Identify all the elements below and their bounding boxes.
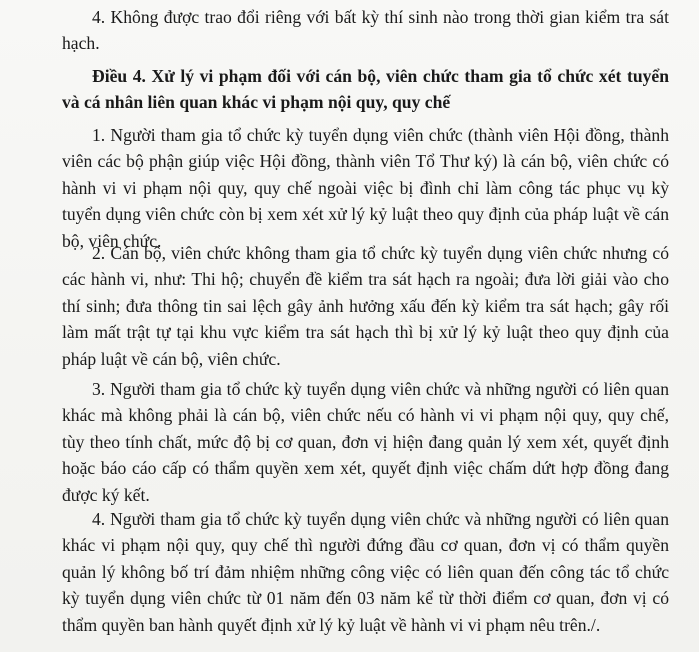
article-4-heading: Điều 4. Xử lý vi phạm đối với cán bộ, viên chức tham gia tổ chức xét tuyển và cá nhân liên quan khác vi phạm nội quy, quy chế xyxy=(62,66,669,113)
clause-3: 3. Người tham gia tổ chức kỳ tuyển dụng viên chức và những người có liên quan khác mà không phải là cán bộ, viên chức nếu có hành vi vi phạm nội quy, quy chế, tùy theo tính chất, mức độ bị cơ quan, đơn vị hiện đang quản lý xem xét, quyết định hoặc báo cáo cấp có thẩm quyền xem xét, quyết định việc chấm dứt hợp đồng đang được ký kết. xyxy=(62,379,669,505)
clause-4: 4. Người tham gia tổ chức kỳ tuyển dụng viên chức và những người có liên quan khác vi phạm nội quy, quy chế thì người đứng đầu cơ quan, đơn vị có thẩm quyền quản lý không bố trí đảm nhiệm những công việc có liên quan đến công tác tổ chức kỳ tuyển dụng viên chức từ 01 năm đến 03 năm kể từ thời điểm cơ quan, đơn vị có thẩm quyền ban hành quyết định xử lý kỷ luật về hành vi vi phạm nêu trên./. xyxy=(62,509,669,635)
previous-clause-item-4: 4. Không được trao đổi riêng với bất kỳ thí sinh nào trong thời gian kiểm tra sát hạch. xyxy=(62,7,669,54)
clause-1: 1. Người tham gia tổ chức kỳ tuyển dụng viên chức (thành viên Hội đồng, thành viên các bộ phận giúp việc Hội đồng, thành viên Tổ Thư ký) là cán bộ, viên chức có hành vi vi phạm nội quy, quy chế ngoài việc bị đình chỉ làm công tác phục vụ kỳ tuyển dụng viên chức còn bị xem xét xử lý kỷ luật theo quy định của pháp luật về cán bộ, viên chức. xyxy=(62,125,669,251)
clause-2: 2. Cán bộ, viên chức không tham gia tổ chức kỳ tuyển dụng viên chức nhưng có các hành vi, như: Thi hộ; chuyển đề kiểm tra sát hạch ra ngoài; đưa lời giải vào cho thí sinh; đưa thông tin sai lệch gây ảnh hưởng xấu đến kỳ kiểm tra sát hạch; gây rối làm mất trật tự tại khu vực kiểm tra sát hạch thì bị xử lý kỷ luật theo quy định của pháp luật về cán bộ, viên chức. xyxy=(62,243,669,369)
